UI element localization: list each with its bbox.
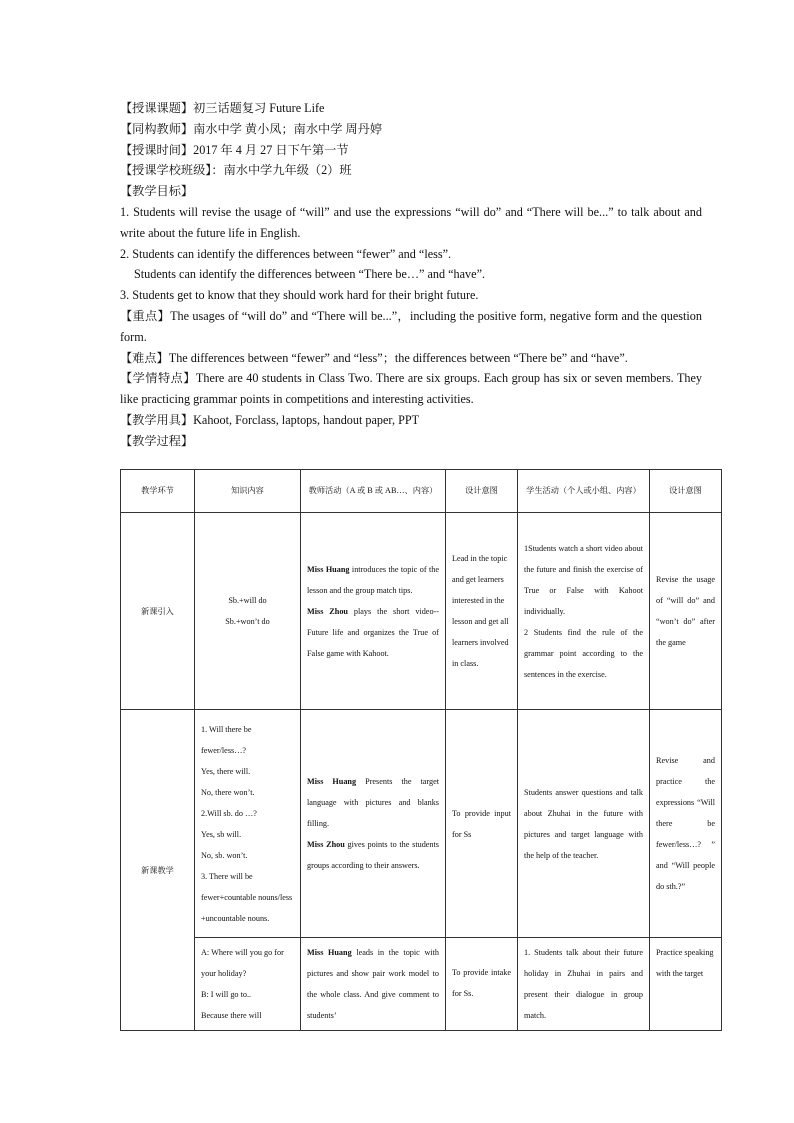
document-body bbox=[120, 98, 702, 452]
teacher-name: Miss Huang bbox=[307, 564, 350, 574]
teacher-name: Miss Zhou bbox=[307, 606, 348, 616]
key-point: 【重点】The usages of “will do” and “There will be...”，including the positive form, negative form and the question form. bbox=[120, 308, 702, 344]
teacher-activity-cell bbox=[301, 938, 446, 1031]
knowledge-cell: Sb.+will do Sb.+won’t do bbox=[195, 513, 301, 710]
design-intent-cell: To provide input for Ss bbox=[446, 710, 518, 938]
design-intent-cell: Practice speaking with the target bbox=[650, 938, 722, 1031]
class-line: 【授课学校班级】：南水中学九年级（2）班 bbox=[120, 163, 352, 178]
teacher-text: leads in the topic with pictures and show pair work model to the whole class. And give comment to students’ bbox=[307, 948, 439, 1020]
student-activity-cell: 1. Students talk about their future holiday in Zhuhai in pairs and present their dialogue in group match. bbox=[518, 938, 650, 1031]
student-activity-cell: 1Students watch a short video about the future and finish the exercise of True or False with Kahoot individually. 2 Students find the rule of the grammar point according to the sentences in the exercise. bbox=[518, 513, 650, 710]
goals-title: 【教学目标】 bbox=[120, 184, 194, 199]
stage-cell: 新课引入 bbox=[121, 513, 195, 710]
teacher-text: gives points to the students groups according to their answers. bbox=[307, 840, 439, 870]
table-row bbox=[121, 513, 722, 710]
knowledge-cell: A: Where will you go for your holiday? B: I will go to.. Because there will bbox=[195, 938, 301, 1031]
teacher-text: Presents the target language with pictures and blanks filling. bbox=[307, 777, 440, 828]
teacher-activity-cell bbox=[301, 513, 446, 710]
teacher-name: Miss Huang bbox=[307, 777, 357, 786]
time-line: 【授课时间】2017 年 4 月 27 日下午第一节 bbox=[120, 142, 349, 157]
knowledge-cell: 1. Will there be fewer/less…? Yes, there will. No, there won’t. 2.Will sb. do …? Yes, sb will. No, sb. won’t. 3. There will be fewer+countable nouns/less +uncountable nouns. bbox=[195, 710, 301, 938]
goal-3: 3. Students get to know that they should work hard for their bright future. bbox=[120, 288, 479, 303]
topic-line: 【授课课题】初三话题复习 Future Life bbox=[120, 101, 325, 115]
header-teacher-activity: 教师活动（A 或 B 或 AB…、内容） bbox=[301, 470, 446, 513]
difficulty: 【难点】The differences between “fewer” and “less”；the differences between “There be” and “have”. bbox=[120, 350, 628, 365]
header-stage: 教学环节 bbox=[121, 470, 195, 513]
teacher-text: plays the short video--Future life and organizes the True of False game with Kahoot. bbox=[307, 606, 439, 658]
teaching-process-table bbox=[120, 469, 722, 1031]
table-row bbox=[121, 938, 722, 1031]
student-profile: 【学情特点】There are 40 students in Class Two. There are six groups. Each group has six or seven members. They like practicing grammar points in competitions and interesting activities. bbox=[120, 371, 702, 407]
header-design-2: 设计意图 bbox=[650, 470, 722, 513]
teacher-text: introduces the topic of the lesson and the group match tips. bbox=[307, 564, 439, 595]
goal-2a: 2. Students can identify the differences between “fewer” and “less”. bbox=[120, 246, 452, 261]
design-intent-cell: Lead in the topic and get learners interested in the lesson and get all learners involved in class. bbox=[446, 513, 518, 710]
process-title: 【教学过程】 bbox=[120, 433, 194, 448]
header-knowledge: 知识内容 bbox=[195, 470, 301, 513]
teacher-name: Miss Huang bbox=[307, 948, 352, 957]
header-student-activity: 学生活动（个人或小组、内容） bbox=[518, 470, 650, 513]
teachers-line: 【同构教师】南水中学 黄小凤；南水中学 周丹婷 bbox=[120, 121, 383, 136]
stage-cell: 新课教学 bbox=[121, 710, 195, 1031]
design-intent-cell: To provide intake for Ss. bbox=[446, 938, 518, 1031]
table-row bbox=[121, 710, 722, 938]
table-header-row bbox=[121, 470, 722, 513]
teacher-activity-cell bbox=[301, 710, 446, 938]
teaching-tools: 【教学用具】Kahoot, Forclass, laptops, handout paper, PPT bbox=[120, 412, 420, 427]
goal-2b: Students can identify the differences between “There be…” and “have”. bbox=[134, 267, 486, 282]
student-activity-cell: Students answer questions and talk about Zhuhai in the future with pictures and target language with the help of the teacher. bbox=[518, 710, 650, 938]
teacher-name: Miss Zhou bbox=[307, 840, 345, 849]
design-intent-cell: Revise and practice the expressions “Will there be fewer/less…? ” and “Will people do sth.?” bbox=[650, 710, 722, 938]
header-design-1: 设计意图 bbox=[446, 470, 518, 513]
design-intent-cell: Revise the usage of “will do” and “won’t do” after the game bbox=[650, 513, 722, 710]
goal-1: 1. Students will revise the usage of “will” and use the expressions “will do” and “There will be...” to talk about and write about the future life in English. bbox=[120, 204, 702, 240]
